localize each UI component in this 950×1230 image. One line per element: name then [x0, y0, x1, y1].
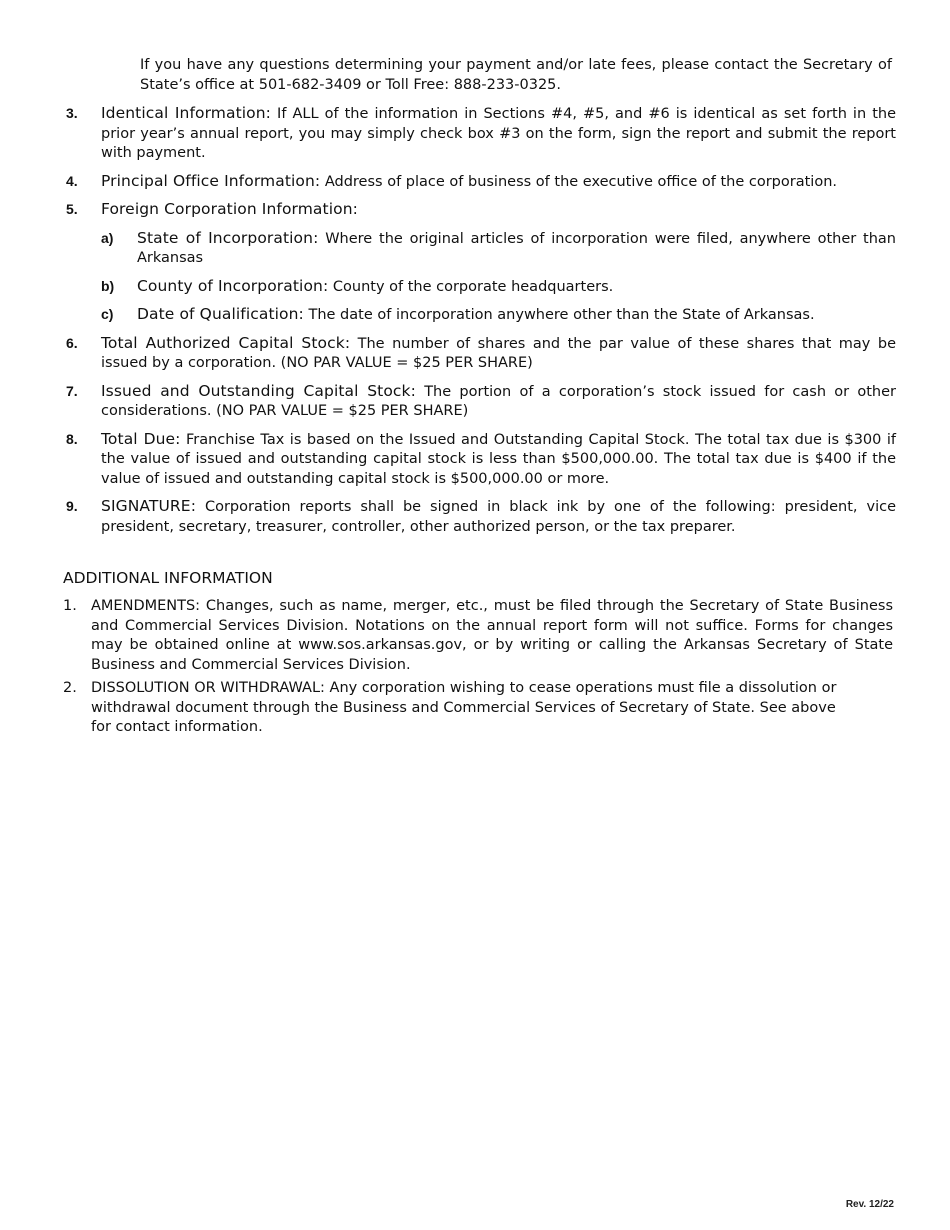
item-number: 8. [66, 430, 78, 447]
subitem-b [101, 277, 896, 298]
item-text: Address of place of business of the executive office of the corporation. [320, 173, 837, 190]
subitem-text: Where the original articles of incorporation were filed, anywhere other than Arkansas [137, 230, 896, 266]
subitem-c [101, 305, 896, 326]
additional-item-text: AMENDMENTS: Changes, such as name, merger, etc., must be filed through the Secretary of State Business and Commercial Services Division. Notations on the annual report form will not suffice. Forms for changes may be obtained online at www.sos.arkansas.gov, or by writing or calling the Arkansas Secretary of State Business and Commercial Services Division. [91, 598, 893, 673]
intro-paragraph: If you have any questions determining your payment and/or late fees, please contact the Secretary of State’s office at 501-682-3409 or Toll Free: 888-233-0325. [140, 57, 892, 93]
item-heading: SIGNATURE: [101, 497, 197, 515]
instruction-item-7 [66, 382, 896, 422]
subitem-a [101, 229, 896, 269]
instruction-item-8 [66, 430, 896, 490]
additional-item-dissolution [63, 679, 893, 738]
item-text: Corporation reports shall be signed in black ink by one of the following: president, vice president, secretary, treasurer, controller, other authorized person, or the tax preparer. [101, 499, 896, 535]
item-text: The number of shares and the par value of these shares that may be issued by a corporation. (NO PAR VALUE = $25 PER SHARE) [101, 335, 896, 371]
item-number: 4. [66, 172, 78, 189]
item-heading: Total Authorized Capital Stock: [101, 333, 351, 352]
subitem-letter: b) [101, 277, 115, 294]
item-heading: Identical Information: [101, 104, 271, 122]
subitem-letter: c) [101, 306, 114, 322]
subitem-letter: a) [101, 229, 114, 246]
item-heading: Principal Office Information: [101, 171, 321, 190]
instruction-item-9 [66, 497, 896, 537]
item-number: 5. [66, 201, 78, 217]
item-number: 6. [66, 334, 78, 351]
revision-label: Rev. 12/22 [845, 1199, 894, 1210]
item-text: The portion of a corporation’s stock issued for cash or other considerations. (NO PAR VALUE = $25 PER SHARE) [101, 383, 896, 419]
additional-item-text: DISSOLUTION OR WITHDRAWAL: Any corporation wishing to cease operations must file a dissolution or withdrawal document through the Business and Commercial Services of Secretary of State. See above for contact information. [91, 680, 837, 735]
subitem-heading: Date of Qualification: [137, 305, 304, 323]
item-heading: Issued and Outstanding Capital Stock: [101, 381, 416, 400]
item-heading: Total Due: [101, 429, 181, 448]
item-heading: Foreign Corporation Information: [101, 200, 358, 218]
item-number: 9. [66, 498, 78, 514]
item-number: 3. [66, 105, 78, 121]
item-number: 7. [66, 382, 78, 399]
instruction-item-5 [66, 200, 896, 326]
additional-item-amendments [63, 597, 893, 675]
subitem-text: County of the corporate headquarters. [328, 278, 614, 295]
subitem-heading: County of Incorporation: [137, 276, 329, 295]
additional-information-list [63, 597, 893, 742]
additional-item-number: 2. [63, 680, 77, 696]
item-text: If ALL of the information in Sections #4, #5, and #6 is identical as set forth in the prior year’s annual report, you may simply check box #3 on the form, sign the report and submit the report with payment. [101, 106, 896, 161]
subitem-heading: State of Incorporation: [137, 228, 319, 247]
instruction-item-3 [66, 104, 896, 164]
instruction-item-6 [66, 334, 896, 374]
instruction-item-4 [66, 172, 896, 193]
additional-information-heading: ADDITIONAL INFORMATION [63, 569, 273, 587]
foreign-corporation-sublist [101, 229, 896, 326]
additional-item-number: 1. [63, 598, 77, 614]
item-text: Franchise Tax is based on the Issued and Outstanding Capital Stock. The total tax due is $300 if the value of issued and outstanding capital stock is less than $500,000.00. The total tax due is $400 if the value of issued and outstanding capital stock is $500,000.00 or more. [101, 431, 896, 487]
instruction-list [66, 104, 896, 545]
subitem-text: The date of incorporation anywhere other than the State of Arkansas. [303, 307, 815, 323]
